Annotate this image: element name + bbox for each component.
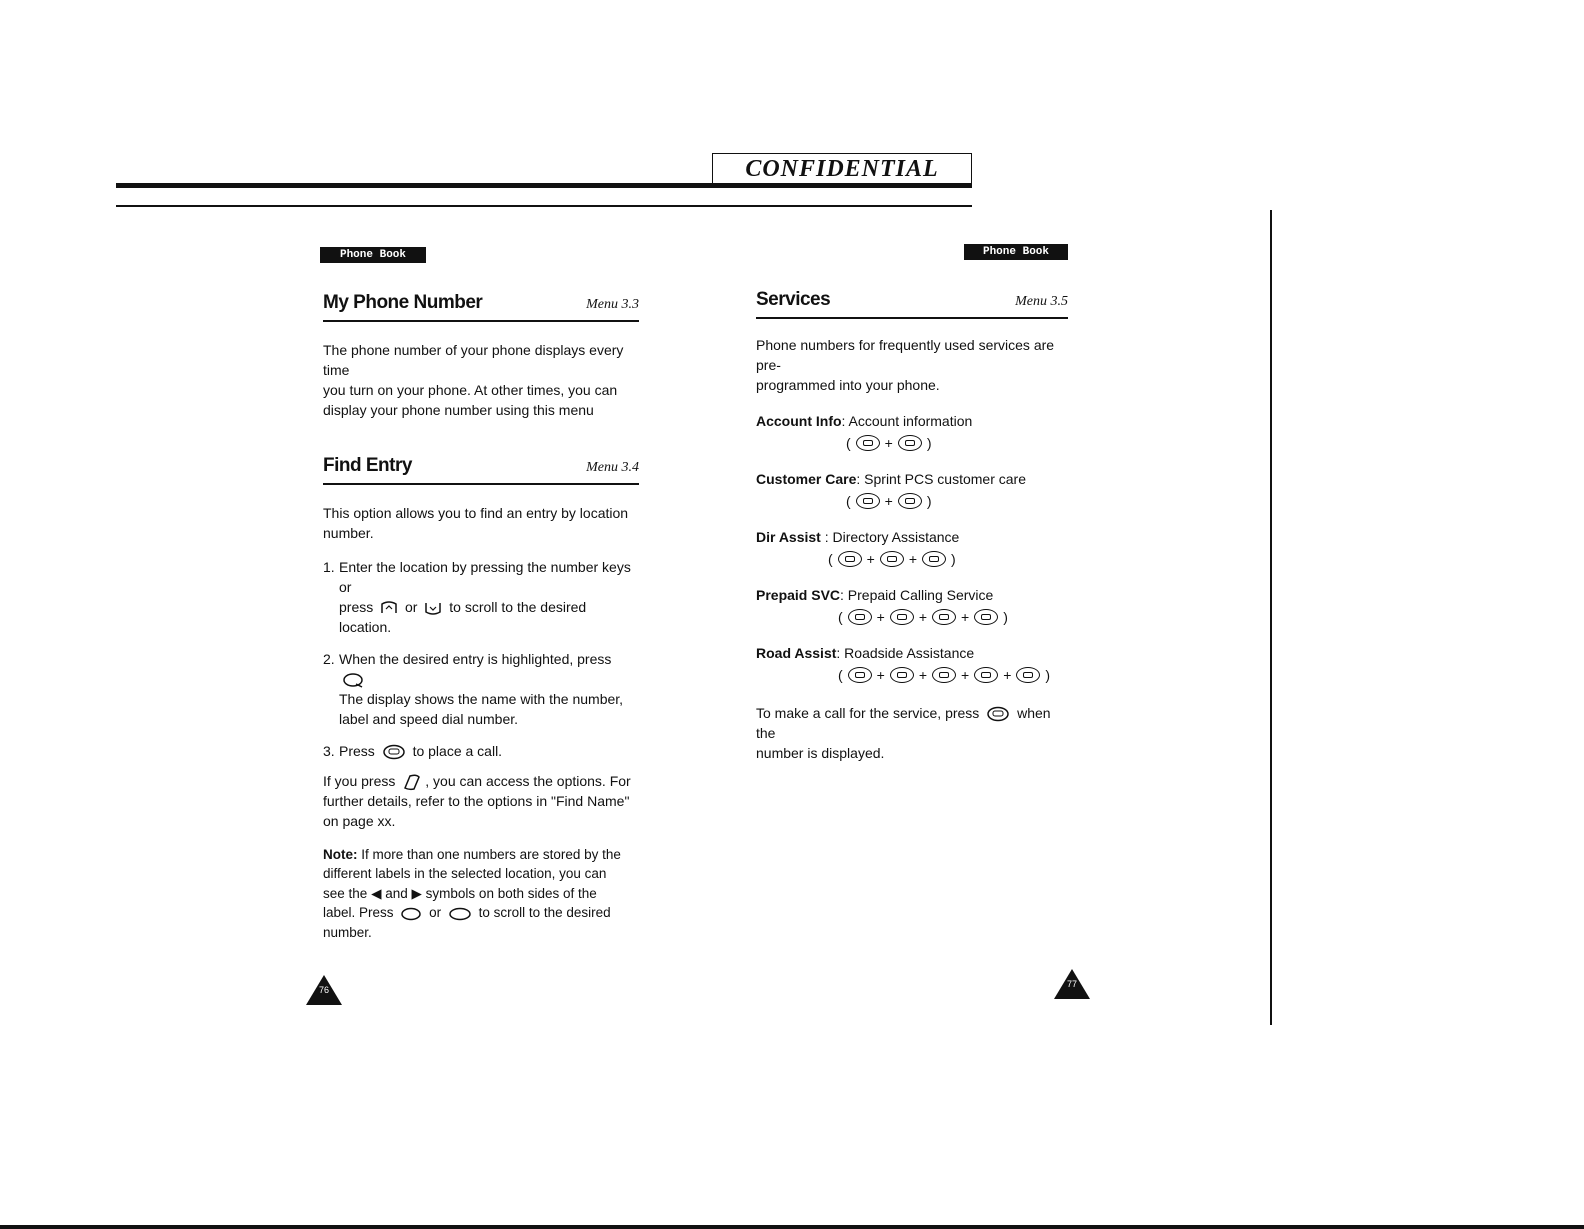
body-line: number is displayed. — [756, 744, 885, 761]
paren-close: ) — [951, 550, 956, 567]
service-line — [756, 643, 1068, 663]
step-number: 3. — [323, 742, 335, 759]
body-line: display your phone number using this menu — [323, 401, 594, 418]
section-rule — [756, 317, 1068, 319]
section-tab-right — [964, 244, 1068, 260]
step-1 — [323, 557, 639, 637]
paren-open: ( — [838, 666, 843, 683]
body-line: The phone number of your phone displays every time — [323, 341, 624, 378]
find-entry-section — [323, 455, 639, 942]
ok-key-icon — [342, 672, 364, 688]
phone-key-icon — [848, 609, 872, 625]
paren-open: ( — [846, 492, 851, 509]
plus-sign: + — [918, 608, 928, 625]
menu-reference: Menu 3.5 — [1015, 294, 1068, 309]
right-arrow-icon: ▶ — [411, 885, 422, 901]
service-description: : Sprint PCS customer care — [856, 470, 1026, 487]
step-number: 1. — [323, 558, 335, 575]
page-number-left: 76 — [318, 985, 329, 995]
my-phone-number-section — [323, 292, 639, 420]
phone-key-icon — [1016, 667, 1040, 683]
paren-close: ) — [926, 434, 932, 451]
body-line: Press to place a call. — [339, 742, 503, 759]
body-line: you turn on your phone. At other times, you can — [323, 381, 618, 398]
note-paragraph — [323, 845, 639, 943]
services-outro — [756, 703, 1068, 763]
body-line: When the desired entry is highlighted, press — [339, 649, 639, 689]
options-paragraph — [323, 771, 639, 831]
plus-sign: + — [918, 666, 928, 683]
phone-key-icon — [880, 551, 904, 567]
up-key-icon — [380, 601, 398, 615]
paren-open: ( — [838, 608, 843, 625]
service-item — [756, 643, 1068, 685]
key-sequence — [846, 491, 1068, 511]
service-line — [756, 585, 1068, 605]
note-label: Note: — [323, 846, 358, 862]
confidential-stamp — [712, 153, 972, 185]
plus-sign: + — [884, 434, 893, 451]
body-line: The display shows the name with the number, — [339, 690, 624, 707]
section-body — [323, 340, 639, 420]
menu-reference: Menu 3.4 — [586, 460, 639, 475]
phone-key-icon — [856, 435, 880, 451]
service-label: Road Assist — [756, 644, 837, 661]
body-line: on page xx. — [323, 812, 396, 829]
paren-close: ) — [1045, 666, 1051, 683]
section-title: Services — [756, 289, 831, 310]
send-key-icon — [986, 706, 1010, 722]
body-line: further details, refer to the options in "Find Name" — [323, 792, 630, 809]
paren-open: ( — [828, 550, 833, 567]
plus-sign: + — [876, 608, 885, 625]
service-line — [756, 527, 1068, 547]
header-thick-rule — [116, 183, 972, 188]
body-line: To make a call for the service, press when the — [756, 704, 1051, 741]
body-line: label and speed dial number. — [339, 710, 519, 727]
confidential-label: CONFIDENTIAL — [745, 155, 939, 182]
service-label: Account Info — [756, 412, 842, 429]
service-label: Customer Care — [756, 470, 857, 487]
menu-reference: Menu 3.3 — [586, 297, 639, 312]
service-line — [756, 469, 1068, 489]
body-line: different labels in the selected location, you can — [323, 866, 607, 882]
phone-key-icon — [898, 493, 922, 509]
body-line: Enter the location by pressing the number keys or — [339, 558, 631, 595]
phone-key-icon — [838, 551, 862, 567]
phone-key-icon — [932, 609, 956, 625]
phone-key-icon — [922, 551, 946, 567]
phone-key-icon — [932, 667, 956, 683]
down-key-icon — [424, 601, 442, 615]
plus-sign: + — [1003, 666, 1012, 683]
binding-line — [1270, 210, 1272, 1025]
phone-key-icon — [848, 667, 872, 683]
plus-sign: + — [961, 666, 970, 683]
paren-close: ) — [926, 492, 932, 509]
section-rule — [323, 483, 639, 485]
key-sequence — [846, 433, 1068, 453]
phone-key-icon — [974, 609, 998, 625]
body-line: number. — [323, 924, 372, 940]
phone-key-icon — [890, 667, 914, 683]
plus-sign: + — [961, 608, 970, 625]
section-rule — [323, 320, 639, 322]
phone-key-icon — [856, 493, 880, 509]
body-line: If you press , you can access the options. For — [323, 771, 639, 791]
scan-bottom-edge — [0, 1225, 1584, 1229]
phone-key-icon — [890, 609, 914, 625]
phone-key-icon — [974, 667, 998, 683]
body-line: programmed into your phone. — [756, 376, 940, 393]
phone-key-icon — [898, 435, 922, 451]
section-tab-label: Phone Book — [982, 246, 1049, 258]
service-label: Prepaid SVC — [756, 586, 841, 603]
body-line: label. Press or to scroll to the desired — [323, 905, 611, 921]
service-item — [756, 585, 1068, 627]
key-sequence — [828, 549, 1068, 569]
left-arrow-icon: ◀ — [371, 885, 382, 901]
service-description: : Prepaid Calling Service — [840, 586, 994, 603]
plus-sign: + — [884, 492, 893, 509]
body-line: This option allows you to find an entry by location — [323, 504, 629, 521]
service-label: Dir Assist — [756, 528, 821, 545]
page-number-right: 77 — [1066, 979, 1077, 989]
service-description: : Roadside Assistance — [836, 644, 975, 661]
body-line: location. — [339, 618, 392, 635]
header-thin-rule — [116, 205, 972, 207]
service-line — [756, 411, 1068, 431]
send-key-icon — [382, 744, 406, 760]
section-title: Find Entry — [323, 455, 412, 476]
plus-sign: + — [866, 550, 875, 567]
service-description: : Directory Assistance — [820, 528, 960, 545]
body-line: Note: If more than one numbers are stored by the — [323, 846, 621, 862]
body-line: number. — [323, 524, 374, 541]
menu-key-icon — [402, 773, 422, 791]
service-list — [756, 411, 1068, 685]
plus-sign: + — [876, 666, 885, 683]
key-2-icon — [448, 907, 472, 921]
paren-open: ( — [846, 434, 851, 451]
service-item — [756, 469, 1068, 511]
paren-close: ) — [1003, 608, 1008, 625]
service-item — [756, 527, 1068, 569]
section-tab-left — [320, 247, 426, 263]
step-number: 2. — [323, 650, 335, 667]
body-line: Phone numbers for frequently used services are pre- — [756, 336, 1055, 373]
services-intro — [756, 335, 1068, 395]
section-tab-label: Phone Book — [339, 249, 406, 261]
plus-sign: + — [908, 550, 918, 567]
service-description: : Account information — [841, 412, 973, 429]
key-1-icon — [400, 907, 422, 921]
find-entry-intro — [323, 503, 639, 543]
body-line: press or to scroll to the desired — [339, 598, 587, 615]
body-line: see the ◀ and ▶ symbols on both sides of the — [323, 885, 597, 901]
step-3 — [323, 741, 639, 761]
key-sequence — [838, 607, 1068, 627]
services-section — [756, 289, 1068, 763]
service-item — [756, 411, 1068, 453]
step-2 — [323, 649, 639, 729]
section-title: My Phone Number — [323, 292, 483, 313]
key-sequence — [838, 665, 1068, 685]
